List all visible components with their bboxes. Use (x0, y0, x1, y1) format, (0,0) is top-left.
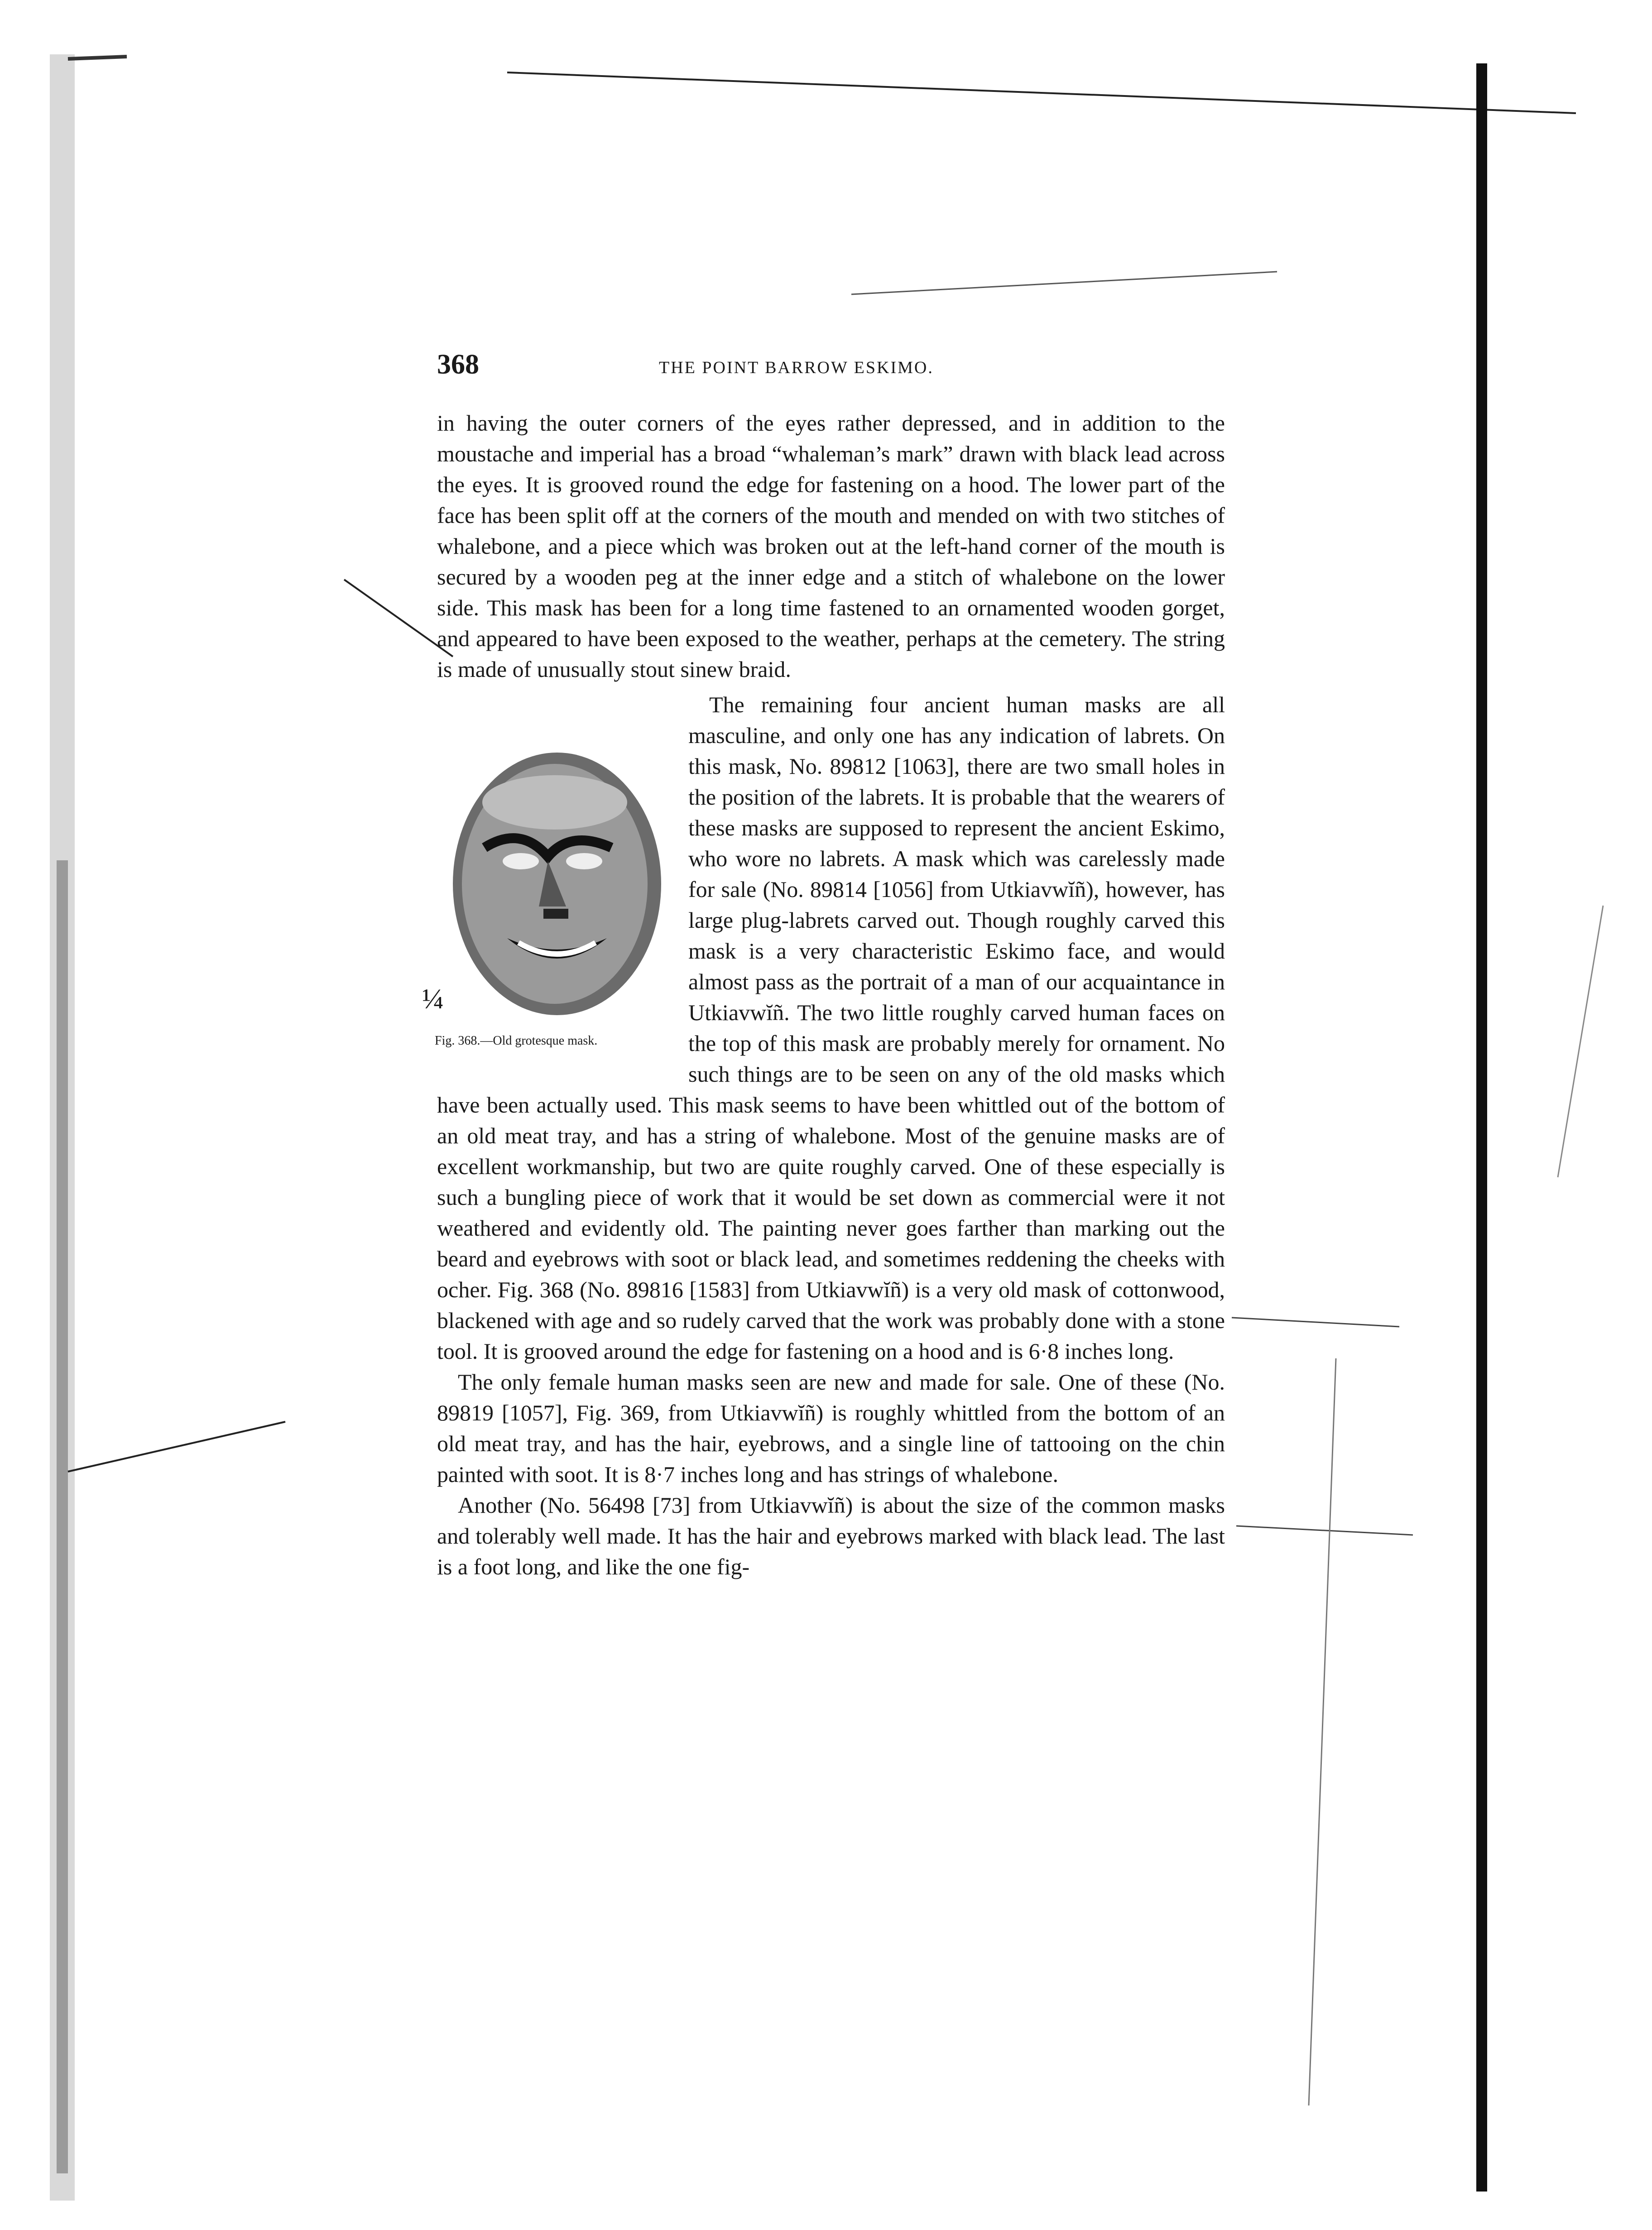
paragraph-1: in having the outer corners of the eyes rather depressed, and in addition to the moustache and imperial has a broad “whaleman’s mark” drawn with black lead across the eyes. It is grooved round the edge for fastening on a hood. The lower part of the face has been split off at the corners of the mouth and mended on with two stitches of whalebone, and a piece which was broken out at the left-hand corner of the mouth is secured by a wooden peg at the inner edge and a stitch of whalebone on the lower side. This mask has been for a long time fastened to an ornamented wooden gorget, and appeared to have been exposed to the weather, perhaps at the cemetery. The string is made of unusually stout sinew braid. (437, 410, 1225, 682)
scale-label: ¼ (422, 983, 444, 1015)
paragraph-2: The remaining four ancient human masks are all masculine, and only one has any indication of labrets. On this mask, No. 89812 [1063], there are two small holes in the position of the labrets. It is probable that the wearers of these masks are supposed to represent the ancient Eskimo, who wore no labrets. A mask which was carelessly made for sale (No. 89814 [1056] from Utkiavwĭñ), however, has large plug-labrets carved out. Though roughly carved this mask is a very characteristic Eskimo face, and would almost pass as the portrait of a man of our acquaintance in Utkiavwĭñ. The two little roughly carved human faces on the top of this mask are probably merely for ornament. No such things are to be seen on any of the old masks which have been actually used. This mask seems to have been whittled out of the bottom of an old meat tray, and has a string of whalebone. Most of the genuine masks are of excellent workmanship, but two are quite roughly carved. One of these especially is such a bungling piece of work that it would be set down as commercial were it not weathered and evidently old. The painting never goes farther than marking out the beard and eyebrows with soot or black lead, and sometimes reddening the cheeks with ocher. Fig. 368 (No. 89816 [1583] from Utkiavwĭñ) is a very old mask of cottonwood, blackened with age and so rudely carved that the work was probably done with a stone tool. It is grooved around the edge for fastening on a hood and is 6·8 inches long. (437, 692, 1225, 1364)
stray-line-right (1232, 1318, 1399, 1327)
paragraph-4: Another (No. 56498 [73] from Utkiavwĭñ) is about the size of the common masks and tolerably well made. It has the hair and eyebrows marked with black lead. The last is a foot long, and like the one fig- (437, 1492, 1225, 1579)
body-text (422, 408, 1225, 1582)
page-header (437, 349, 1225, 385)
stray-line-long (1309, 1358, 1336, 2105)
page-number: 368 (437, 349, 479, 380)
paragraph-3: The only female human masks seen are new and made for sale. One of these (No. 89819 [1057], Fig. 369, from Utkiavwĭñ) is roughly whittled from the bottom of an old meat tray, and has the hair, eyebrows, and a single line of tattooing on the chin painted with soot. It is 8·7 inches long and has strings of whalebone. (437, 1369, 1225, 1487)
mask-illustration (421, 734, 675, 1029)
stray-line-far-right (1558, 906, 1603, 1177)
corner-mark (68, 57, 127, 59)
binding-dark-strip (57, 860, 68, 2173)
stray-line-right-2 (1236, 1526, 1413, 1535)
stray-line-left-2 (68, 1422, 285, 1472)
figure-368 (421, 734, 675, 1060)
binding-shadow (50, 54, 75, 2201)
stray-line-top (507, 72, 1576, 113)
right-edge-bar (1476, 63, 1487, 2192)
running-head: THE POINT BARROW ESKIMO. (659, 358, 934, 377)
figure-caption: Fig. 368.—Old grotesque mask. (435, 1034, 598, 1048)
stray-line-left (344, 580, 453, 657)
stray-line-mid (851, 272, 1277, 294)
